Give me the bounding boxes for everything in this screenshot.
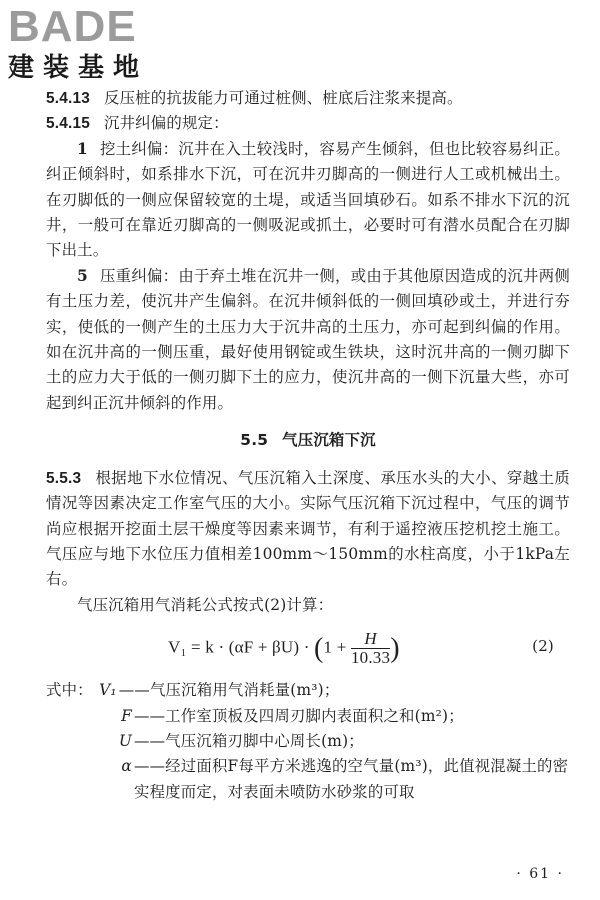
definition-lead xyxy=(46,754,108,805)
fraction-numerator: H xyxy=(351,630,390,649)
definition-row xyxy=(46,754,570,805)
definition-symbol: F xyxy=(121,706,132,725)
definition-symbol: α xyxy=(121,757,132,776)
formula: V₁ = k · (αF + βU) · (1 + $\frac{H}{10.33}$ ) xyxy=(168,629,400,668)
definition-symbol: U xyxy=(118,731,132,750)
definition-lead: 式中： xyxy=(46,681,93,700)
clause-number: 5.4.15 xyxy=(46,115,90,133)
definition-text: ——经过面积F每平方米逃逸的空气量(m³)，此值视混凝土的密实程度而定，对表面未喷防水砂浆的可取 xyxy=(134,757,569,801)
item-text: 挖土纠偏：沉井在入土较浅时，容易产生倾斜，但也比较容易纠正。纠正倾斜时，如系排水下沉，可在沉井刃脚高的一侧进行人工或机械出土。在刃脚低的一侧应保留较宽的土堤，或适当回填砂石。如系不排水下沉的沉井，一般可在靠近刃脚高的一侧吸泥或抓土，必要时可有潜水员配合在刃脚下出土。 xyxy=(46,139,570,260)
clause-number: 5.4.13 xyxy=(46,90,90,107)
definitions xyxy=(46,678,570,805)
definition-symbol: V₁ xyxy=(99,681,117,700)
formula-label: (2) xyxy=(532,637,554,656)
formula-lhs: V₁ = k · (αF + βU) · xyxy=(168,637,315,657)
list-item-1 xyxy=(46,137,570,264)
clause-5-4-15 xyxy=(46,111,570,136)
page-number: · 61 · xyxy=(516,866,564,882)
item-text: 压重纠偏：由于弃土堆在沉井一侧，或由于其他原因造成的沉井两侧有土压力差，使沉井产生偏斜。在沉井倾斜低的一侧回填砂或土，并进行夯实，使低的一侧产生的土压力大于沉井高的土压力，亦可起到纠偏的作用。如在沉井高的一侧压重，最好使用钢锭或生铁块，这时沉井高的一侧刃脚下土的应力大于低的一侧刃脚下土的应力，使沉井高的一侧下沉量大些，亦可起到纠正沉井倾斜的作用。 xyxy=(46,266,570,412)
fraction-denominator: 10.33 xyxy=(350,648,391,668)
section-title: 气压沉箱下沉 xyxy=(282,431,376,450)
clause-text: 沉井纠偏的规定： xyxy=(104,114,229,133)
clause-number: 5.5.3 xyxy=(46,469,82,487)
formula-block xyxy=(46,620,570,672)
document-body xyxy=(46,86,570,805)
logo-subtitle: 建装基地 xyxy=(8,53,149,83)
definition-text: ——气压沉箱用气消耗量(m³)； xyxy=(118,681,340,700)
definition-lead xyxy=(46,729,108,754)
section-heading xyxy=(46,428,570,453)
formula-fraction xyxy=(351,630,390,667)
clause-text: 反压桩的抗拔能力可通过桩侧、桩底后注浆来提高。 xyxy=(104,89,463,107)
formula-intro: 气压沉箱用气消耗公式按式(2)计算： xyxy=(77,595,334,614)
definition-text: ——气压沉箱刃脚中心周长(m)； xyxy=(134,731,364,750)
definition-lead xyxy=(46,704,108,729)
clause-5-4-13 xyxy=(46,86,570,111)
clause-5-5-3 xyxy=(46,466,570,593)
clause-text: 根据地下水位情况、气压沉箱入土深度、承压水头的大小、穿越土质情况等因素决定工作室气压的大小。实际气压沉箱下沉过程中，气压的调节尚应根据开挖面土层干燥度等因素来调节，有利于遥控液压挖机挖土施工。气压应与地下水位压力值相差100mm～150mm的水柱高度，小于1kPa左右。 xyxy=(46,468,570,589)
definition-row xyxy=(46,678,570,703)
right-paren: ) xyxy=(390,632,400,664)
bade-logo xyxy=(8,4,183,90)
left-paren: ( xyxy=(314,632,324,664)
definition-text: ——工作室顶板及四周刃脚内表面积之和(m²)； xyxy=(134,706,464,725)
section-number: 5.5 xyxy=(240,431,269,450)
definition-row xyxy=(46,729,570,754)
definition-row xyxy=(46,704,570,729)
item-number: 5 xyxy=(77,266,88,285)
logo-word: BADE xyxy=(8,2,137,51)
item-number: 1 xyxy=(77,139,88,158)
list-item-5 xyxy=(46,264,570,416)
